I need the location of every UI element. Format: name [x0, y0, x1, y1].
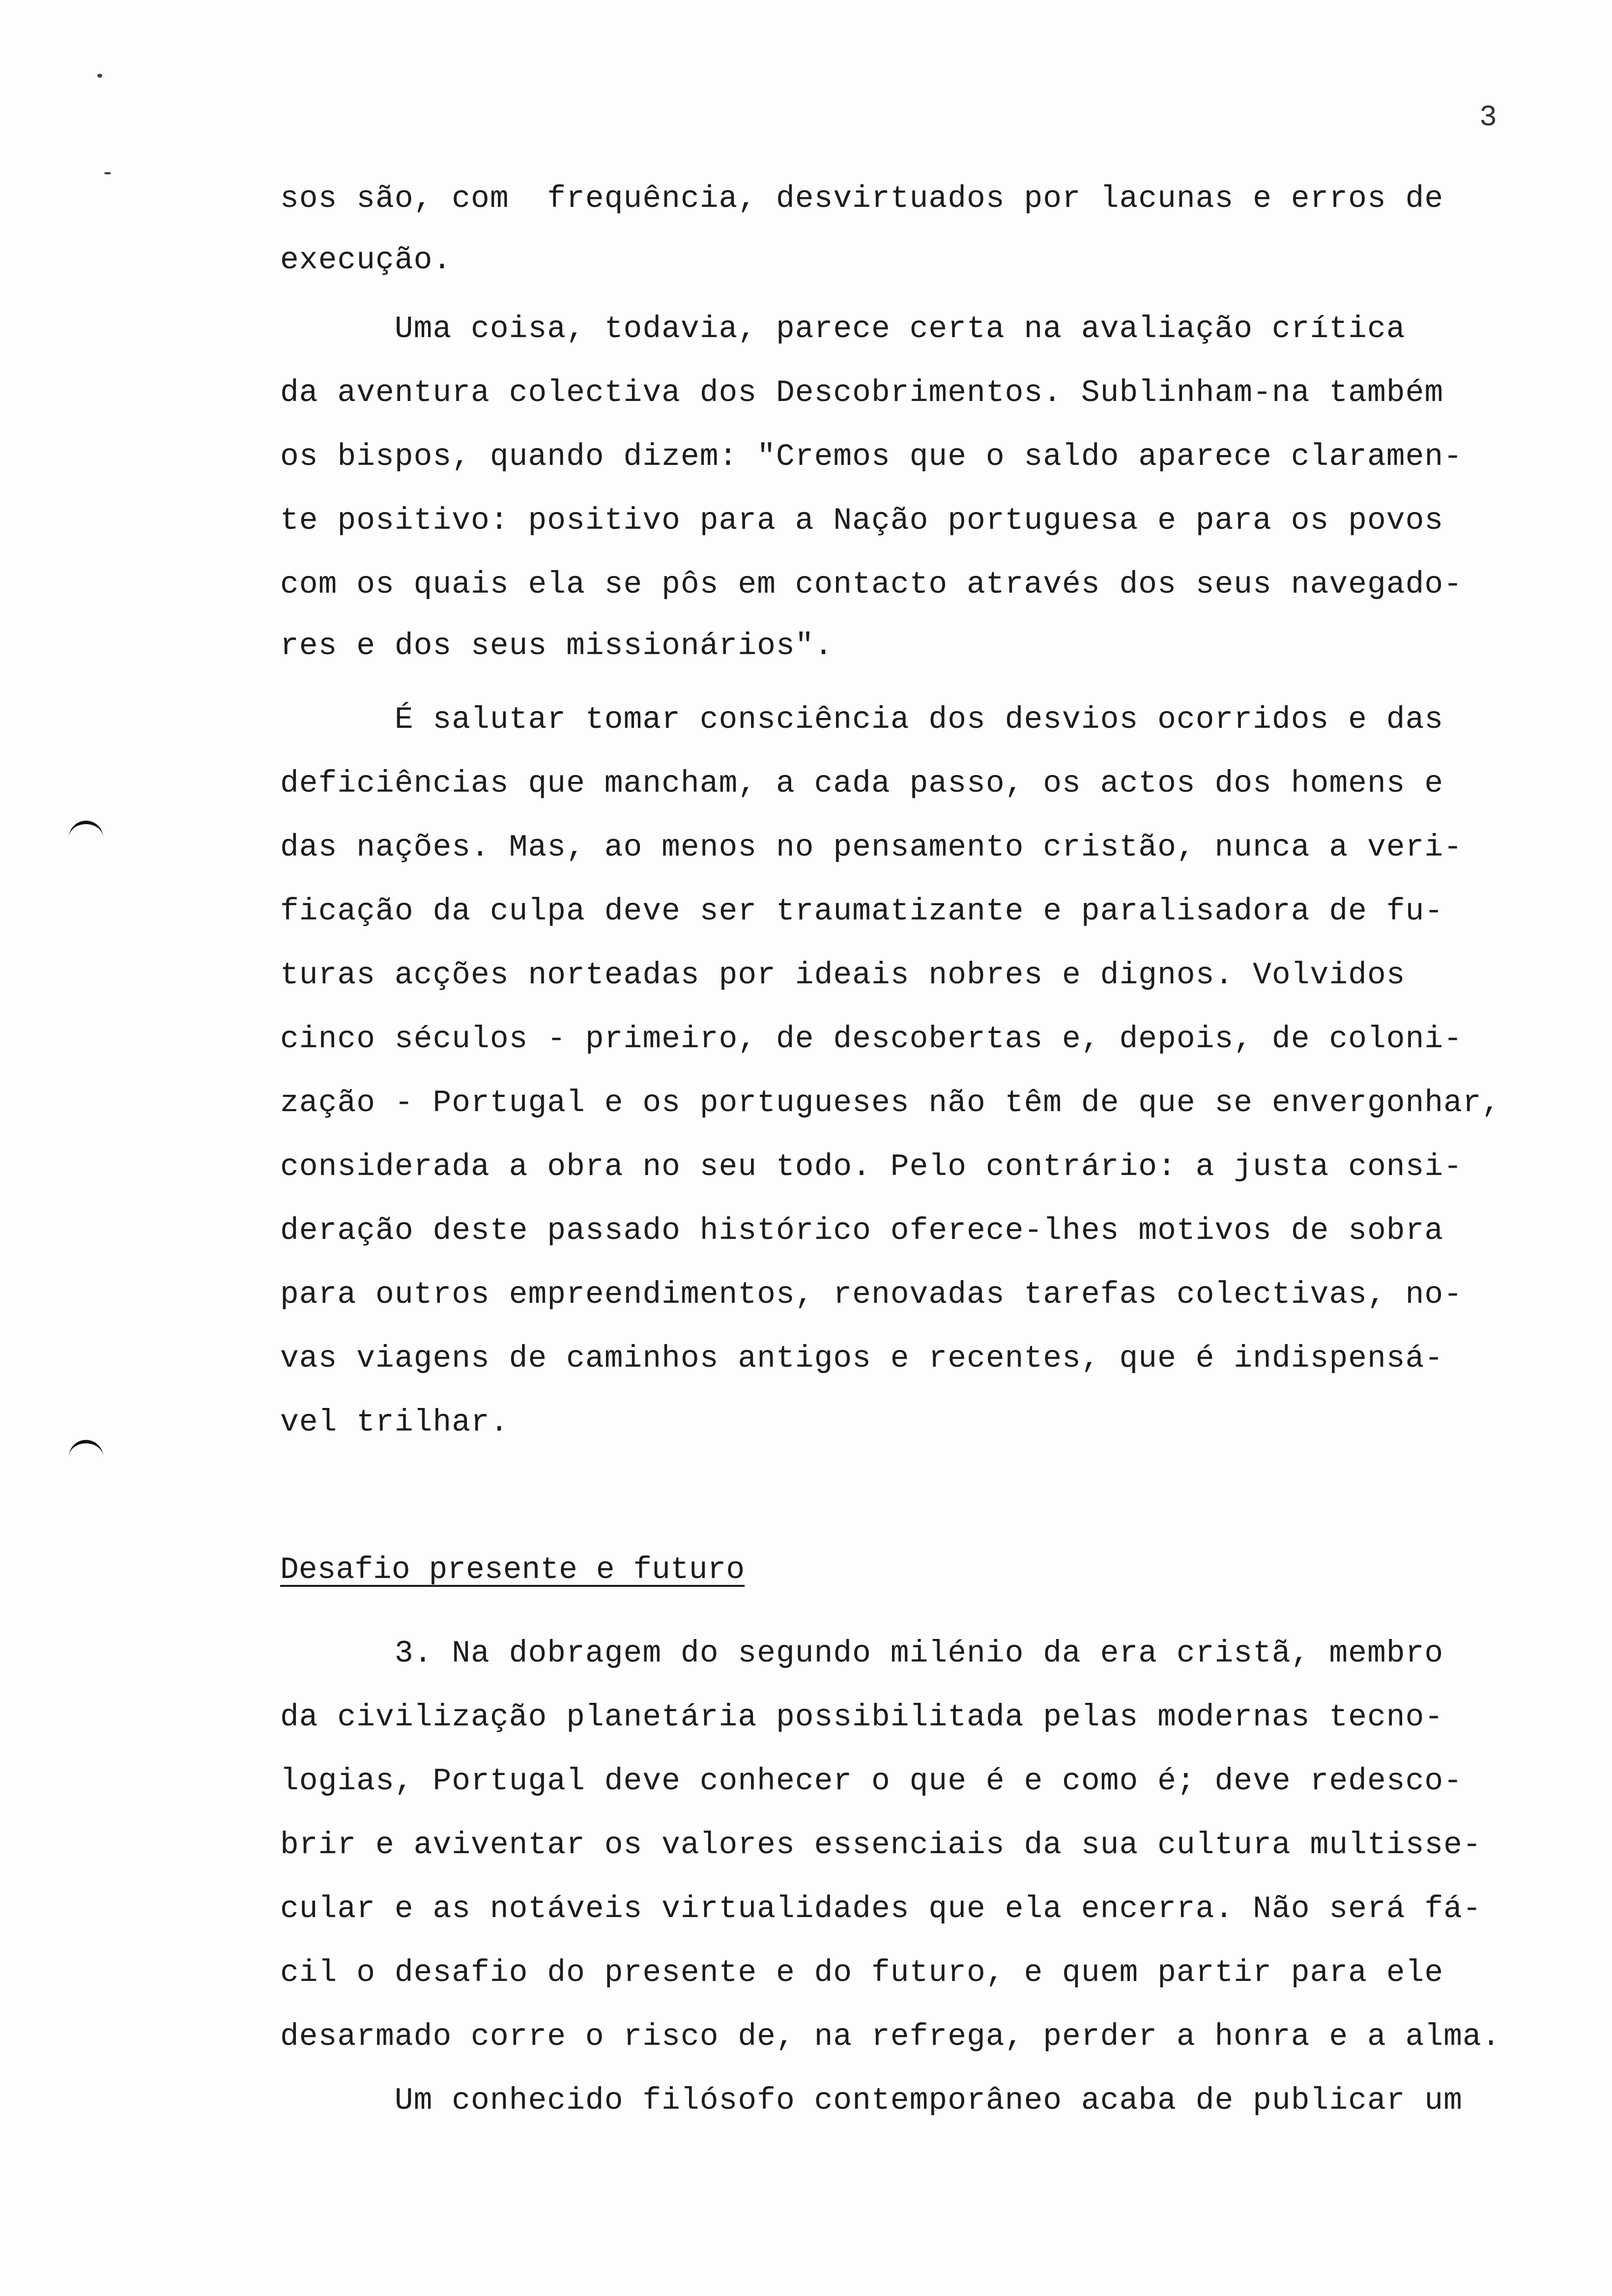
text-line: os bispos, quando dizem: "Cremos que o saldo aparece claramen- [280, 439, 1463, 474]
text-line: sos são, com frequência, desvirtuados por lacunas e erros de [280, 181, 1444, 216]
text-line: cular e as notáveis virtualidades que ela encerra. Não será fá- [280, 1892, 1482, 1926]
text-line: Uma coisa, todavia, parece certa na avaliação crítica [280, 312, 1406, 346]
scan-speck [97, 74, 102, 78]
text-line: ficação da culpa deve ser traumatizante e paralisadora de fu- [280, 894, 1444, 929]
text-line: Um conhecido filósofo contemporâneo acaba de publicar um [280, 2083, 1463, 2118]
text-line: da civilização planetária possibilitada pelas modernas tecno- [280, 1700, 1444, 1735]
text-line: das nações. Mas, ao menos no pensamento cristão, nunca a veri- [280, 830, 1463, 865]
text-line: da aventura colectiva dos Descobrimentos. Sublinham-na também [280, 375, 1444, 410]
text-line: logias, Portugal deve conhecer o que é e como é; deve redesco- [280, 1764, 1463, 1799]
text-line: execução. [280, 243, 452, 278]
text-line: deficiências que mancham, a cada passo, os actos dos homens e [280, 766, 1444, 801]
text-line: desarmado corre o risco de, na refrega, perder a honra e a alma. [280, 2019, 1501, 2054]
scan-speck [104, 172, 111, 174]
section-heading: Desafio presente e futuro [280, 1552, 745, 1587]
text-line: considerada a obra no seu todo. Pelo contrário: a justa consi- [280, 1149, 1463, 1184]
binding-mark [69, 1440, 103, 1458]
text-line: cil o desafio do presente e do futuro, e quem partir para ele [280, 1955, 1444, 1990]
text-line: 3. Na dobragem do segundo milénio da era cristã, membro [280, 1636, 1444, 1671]
page-number: 3 [1479, 101, 1497, 135]
text-line: deração deste passado histórico oferece-lhes motivos de sobra [280, 1213, 1444, 1248]
text-line: res e dos seus missionários". [280, 629, 834, 663]
text-line: vel trilhar. [280, 1405, 509, 1440]
text-line: com os quais ela se pôs em contacto através dos seus navegado- [280, 567, 1463, 602]
text-line: te positivo: positivo para a Nação portuguesa e para os povos [280, 503, 1444, 538]
text-line: turas acções norteadas por ideais nobres e dignos. Volvidos [280, 958, 1406, 993]
text-line: zação - Portugal e os portugueses não têm de que se envergonhar, [280, 1086, 1501, 1120]
text-line: vas viagens de caminhos antigos e recentes, que é indispensá- [280, 1341, 1444, 1376]
text-line: brir e aviventar os valores essenciais da sua cultura multisse- [280, 1828, 1482, 1863]
text-line: cinco séculos - primeiro, de descobertas e, depois, de coloni- [280, 1022, 1463, 1057]
text-line: É salutar tomar consciência dos desvios ocorridos e das [280, 702, 1444, 737]
text-line: para outros empreendimentos, renovadas tarefas colectivas, no- [280, 1277, 1463, 1312]
binding-mark [69, 821, 103, 839]
